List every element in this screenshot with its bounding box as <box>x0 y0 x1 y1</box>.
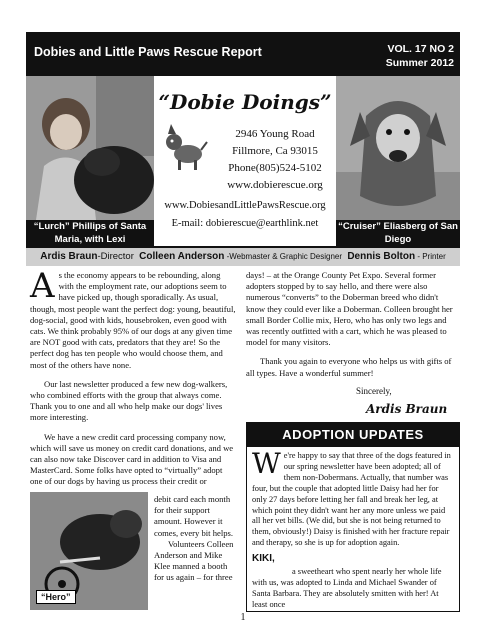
staff-name-3: Dennis Bolton <box>347 251 416 262</box>
article-paragraph-1: As the economy appears to be rebounding, along with the employment rate, our adoptions seem to have picked up, though sporadically. As usual, though, most people want the perfect dog: young, beautiful, dog-social, good with kids, housebroken, even good with cats. We think probably 95% of our dogs at any given time are NOT good with cats, predators that they are! So the perfect dog has ten people who would choose them, and most of the others have none. <box>30 266 236 370</box>
sincerely: Sincerely, <box>356 386 392 396</box>
signature: Ardis Braun <box>366 402 448 416</box>
adoption-paragraph: We're happy to say that three of the dogs featured in our spring newsletter have been adopted; all of them non-Dobermans. Actually, that number was four, but the couple that adopted little Daisy had her for only 27 days before letting her fall and break her leg, at which point they didn't want her any more unless we paid all her vet bills. (We did, but she is not being returned to them, obviously!) Daisy is finished with her fracture repair and therapy, so she is up for adoption again. <box>252 447 451 548</box>
article-paragraph-6: Thank you again to everyone who helps us with gifts of all types. Have a wonderful summer! <box>246 356 452 378</box>
article-paragraph-4: Volunteers Colleen Anderson and Mike Klee manned a booth for us again – for three <box>154 538 234 583</box>
address-street: 2946 Young Road <box>235 128 315 140</box>
photo-cruiser <box>336 76 460 220</box>
header-bar <box>26 32 460 76</box>
phone-number: Phone(805)524-5102 <box>228 162 322 174</box>
website-short: www.dobierescue.org <box>227 179 323 191</box>
staff-line <box>26 248 460 266</box>
article-paragraph-5: days! – at the Orange County Pet Expo. Several former adopters stopped by to say hello, and there were also numerous “converts” to the Doberman breed who didn't know they could ever like a Doberman. Colleen brought her small Border Collie mix, Hero, who has only two legs and was recently outfitted with a cart, which he was pleased to model for many visitors. <box>246 270 453 348</box>
masthead-center <box>154 76 336 246</box>
article-left-column <box>30 266 236 488</box>
kiki-heading: KIKI, <box>252 553 275 565</box>
page-number: 1 <box>240 612 246 623</box>
hero-tag: “Hero” <box>36 590 76 604</box>
masthead <box>26 76 460 248</box>
staff-name-2: Colleen Anderson <box>139 251 225 262</box>
article-left-continued <box>154 494 236 584</box>
contact-email: E-mail: dobierescue@earthlink.net <box>171 218 319 229</box>
article-paragraph-3: We have a new credit card processing company now, which will save us money on credit card donations, and we can also now take Discover card in addition to Visa and MasterCard. Some folks have opted to “virtually” adopt one of our dogs by having us process their credit or <box>30 431 234 487</box>
article-right-column <box>246 270 456 379</box>
staff-role-1: -Director <box>97 251 134 262</box>
address-city: Fillmore, Ca 93015 <box>232 145 318 157</box>
newsletter-title: Dobies and Little Paws Rescue Report <box>34 45 262 59</box>
newsletter-page <box>26 14 460 623</box>
drop-cap: A <box>30 266 55 306</box>
kiki-paragraph: a sweetheart who spent nearly her whole life with us, was adopted to Linda and Michael Swander of Santa Barbara. They are absolutely smitten with her! At least once <box>252 567 442 609</box>
caption-cruiser: “Cruiser” Eliasberg of San Diego <box>336 220 460 246</box>
website-long: www.DobiesandLittlePawsRescue.org <box>164 200 326 211</box>
issue-season: Summer 2012 <box>385 57 454 69</box>
issue-info <box>386 42 454 70</box>
staff-name-1: Ardis Braun <box>40 251 98 262</box>
photo-cruiser-image <box>336 76 460 220</box>
photo-lurch-and-lexi <box>26 76 154 220</box>
adoption-updates-box <box>246 422 460 612</box>
cartoon-dog-icon <box>162 120 208 172</box>
caption-lurch: “Lurch” Phillips of Santa Maria, with Lexi <box>26 220 154 246</box>
volume-number: VOL. 17 NO 2 <box>387 43 454 55</box>
adoption-updates-body <box>247 447 459 611</box>
article-paragraph-3-cont: debit card each month for their support amount. However it comes, every bit helps. <box>154 494 233 538</box>
staff-role-2: -Webmaster & Graphic Designer <box>224 252 343 261</box>
staff-role-3: - Printer <box>415 252 446 261</box>
adoption-drop-cap: W <box>252 447 281 480</box>
adoption-updates-heading: ADOPTION UPDATES <box>247 423 459 447</box>
photo-hero <box>30 492 148 610</box>
contact-address <box>214 126 336 194</box>
article-paragraph-2: Our last newsletter produced a few new dog-walkers, who combined efforts with the group that always come. Thank you to one and all who help make our dogs' lives more interesting. <box>30 378 228 423</box>
photo-lurch-image <box>26 76 154 220</box>
dobie-doings-logo: “Dobie Doings” <box>158 90 332 114</box>
